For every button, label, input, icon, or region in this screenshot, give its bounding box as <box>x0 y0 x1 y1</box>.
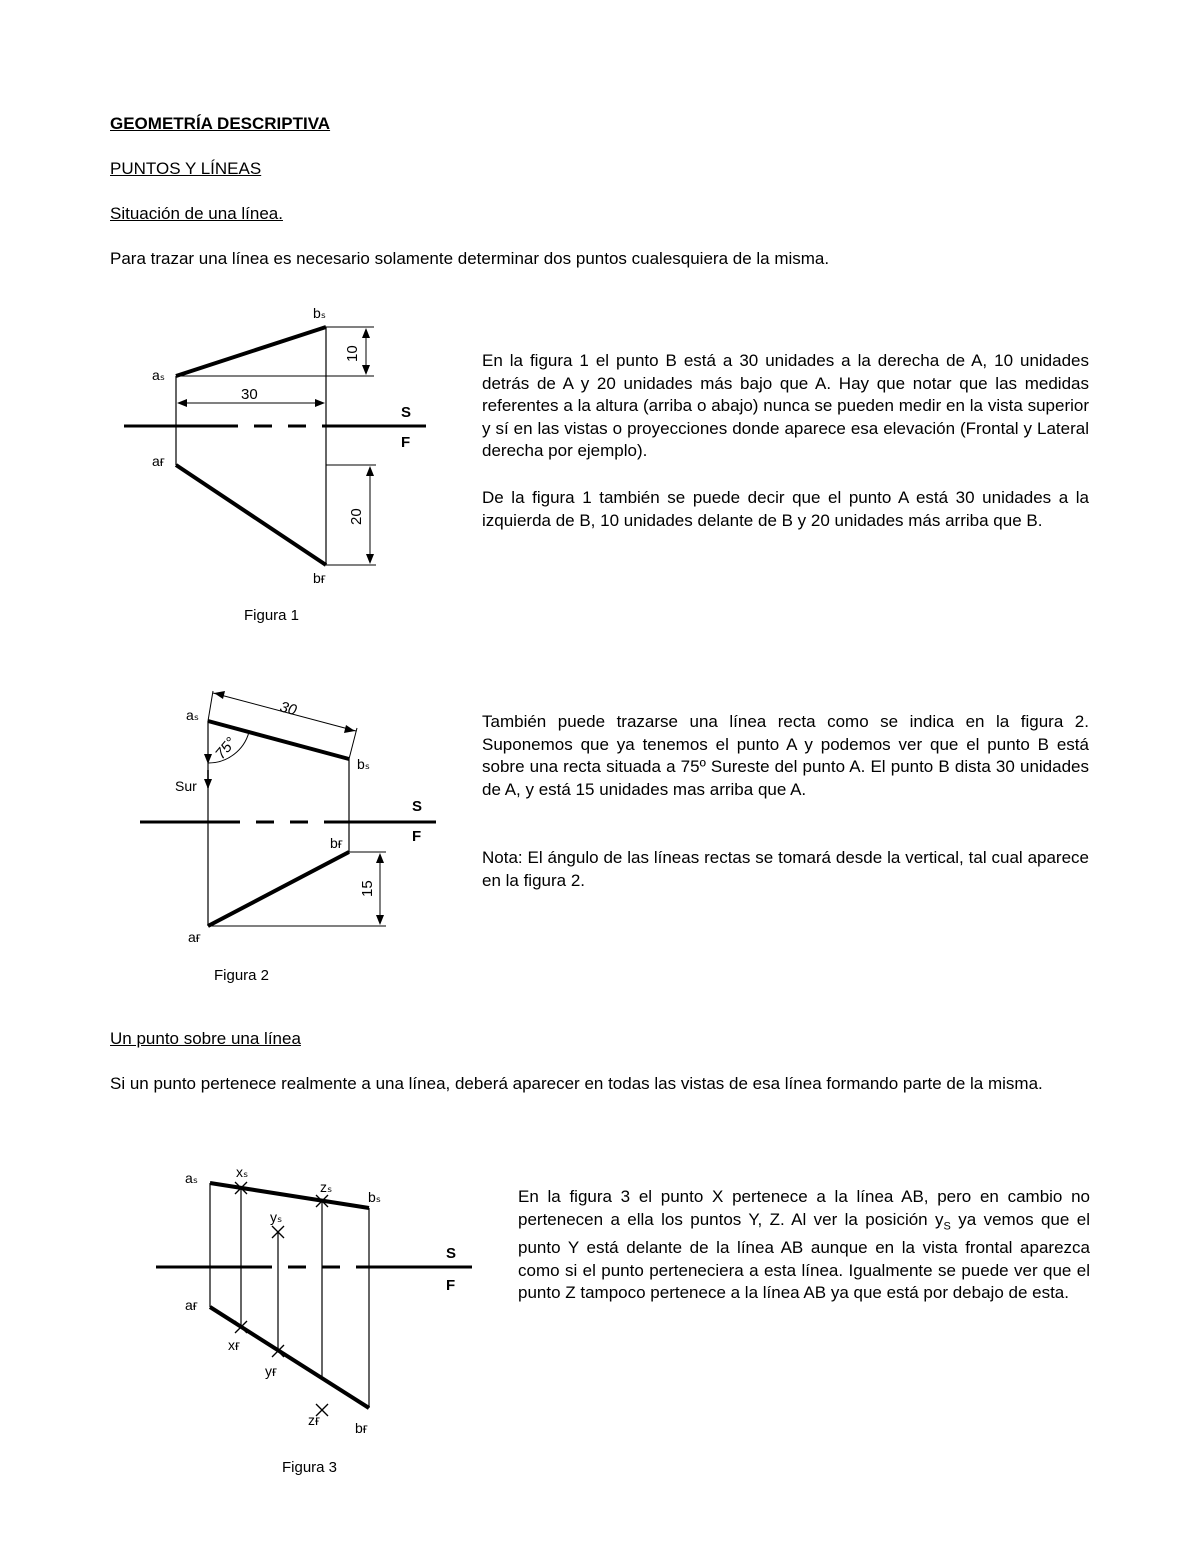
fig1-dim-20: 20 <box>348 508 365 525</box>
fig3-label-zf: zғ <box>308 1412 321 1428</box>
fig3-label-zs: zₛ <box>320 1179 333 1195</box>
fig3-label-af: aғ <box>185 1297 198 1313</box>
figure-2-text-1: También puede trazarse una línea recta como se indica en la figura 2. Suponemos que ya tenemos el punto A y podemos ver que el punto B está sobre una recta situada a 75º Sureste del punto A. El punto B dista 30 unidades de A, y está 15 unidades mas arriba que A. <box>482 712 1089 799</box>
figure-3-text-subscript: S <box>943 1219 951 1232</box>
section-2-title: Un punto sobre una línea <box>110 1029 301 1048</box>
figure-1-caption: Figura 1 <box>244 607 300 624</box>
fig2-angle: 75° <box>212 734 240 763</box>
fig2-label-bs: bₛ <box>357 756 371 772</box>
fig1-label-as: aₛ <box>152 367 166 383</box>
fig1-label-af: aғ <box>152 453 165 469</box>
fig2-label-as: aₛ <box>186 707 200 723</box>
fig3-label-F: F <box>446 1277 456 1294</box>
fig3-label-bs: bₛ <box>368 1189 382 1205</box>
figure-2-caption: Figura 2 <box>214 967 270 984</box>
section-2-paragraph: Si un punto pertenece realmente a una línea, deberá aparecer en todas las vistas de esa línea formando parte de la misma. <box>110 1074 1043 1093</box>
fig3-label-as: aₛ <box>185 1170 199 1186</box>
fig2-label-af: aғ <box>188 929 201 945</box>
figure-2-text-2: Nota: El ángulo de las líneas rectas se tomará desde la vertical, tal cual aparece en la figura 2. <box>482 848 1089 890</box>
fig2-label-bf: bғ <box>330 835 343 851</box>
fig3-label-yf: yғ <box>265 1363 278 1379</box>
fig1-dim-30: 30 <box>241 386 258 403</box>
figure-3-text-part-b: ya vemos que el punto Y está delante de la línea AB aunque en la vista frontal aparezca como si el punto perteneciera a esta línea. Igualmente se puede ver que el punto Z tampoco pertenece a la línea AB ya que está por debajo de esta. <box>518 1209 1091 1303</box>
fig3-line-front <box>210 1307 369 1408</box>
figure-3-caption: Figura 3 <box>282 1459 338 1476</box>
fig3-label-ys: yₛ <box>270 1209 283 1225</box>
figure-1-text-2: De la figura 1 también se puede decir que el punto A está 30 unidades a la izquierda de B, 10 unidades delante de B y 20 unidades más arriba que B. <box>482 488 1089 530</box>
fig3-label-xf: xғ <box>228 1337 241 1353</box>
fig2-dim-30: 30 <box>277 698 299 720</box>
figure-1-text-1: En la figura 1 el punto B está a 30 unidades a la derecha de A, 10 unidades detrás de A y 20 unidades más bajo que A. Hay que notar que las medidas referentes a la altura (arriba o abajo) nunca se pueden medir en la vista superior y sí en las vistas o proyecciones donde aparece esa elevación (Frontal y Lateral derecha por ejemplo). <box>482 351 1089 460</box>
fig2-label-F: F <box>412 828 422 845</box>
fig3-line-top <box>210 1183 369 1208</box>
fig2-dim-15: 15 <box>359 880 376 897</box>
fig2-label-sur: Sur <box>175 778 197 794</box>
fig1-label-F: F <box>401 434 411 451</box>
section-title: PUNTOS Y LÍNEAS <box>110 159 262 178</box>
subsection-title: Situación de una línea. <box>110 204 283 223</box>
figure-3-text-part-a: En la figura 3 el punto X pertenece a la línea AB, pero en cambio no pertenecen a ella los puntos Y, Z. Al ver la posición y <box>518 1187 1090 1229</box>
fig3-label-bf: bғ <box>355 1420 368 1436</box>
intro-paragraph: Para trazar una línea es necesario solamente determinar dos puntos cualesquiera de la misma. <box>110 249 830 268</box>
fig1-label-bs: bₛ <box>313 305 327 321</box>
fig2-label-S: S <box>412 798 423 815</box>
fig3-label-S: S <box>446 1245 457 1262</box>
fig1-dim-10: 10 <box>344 345 361 362</box>
document-title: GEOMETRÍA DESCRIPTIVA <box>110 114 331 133</box>
fig3-label-xs: xₛ <box>236 1164 249 1180</box>
figure-3-text <box>518 1186 1090 1305</box>
fig1-label-S: S <box>401 404 412 421</box>
fig1-label-bf: bғ <box>313 570 326 586</box>
